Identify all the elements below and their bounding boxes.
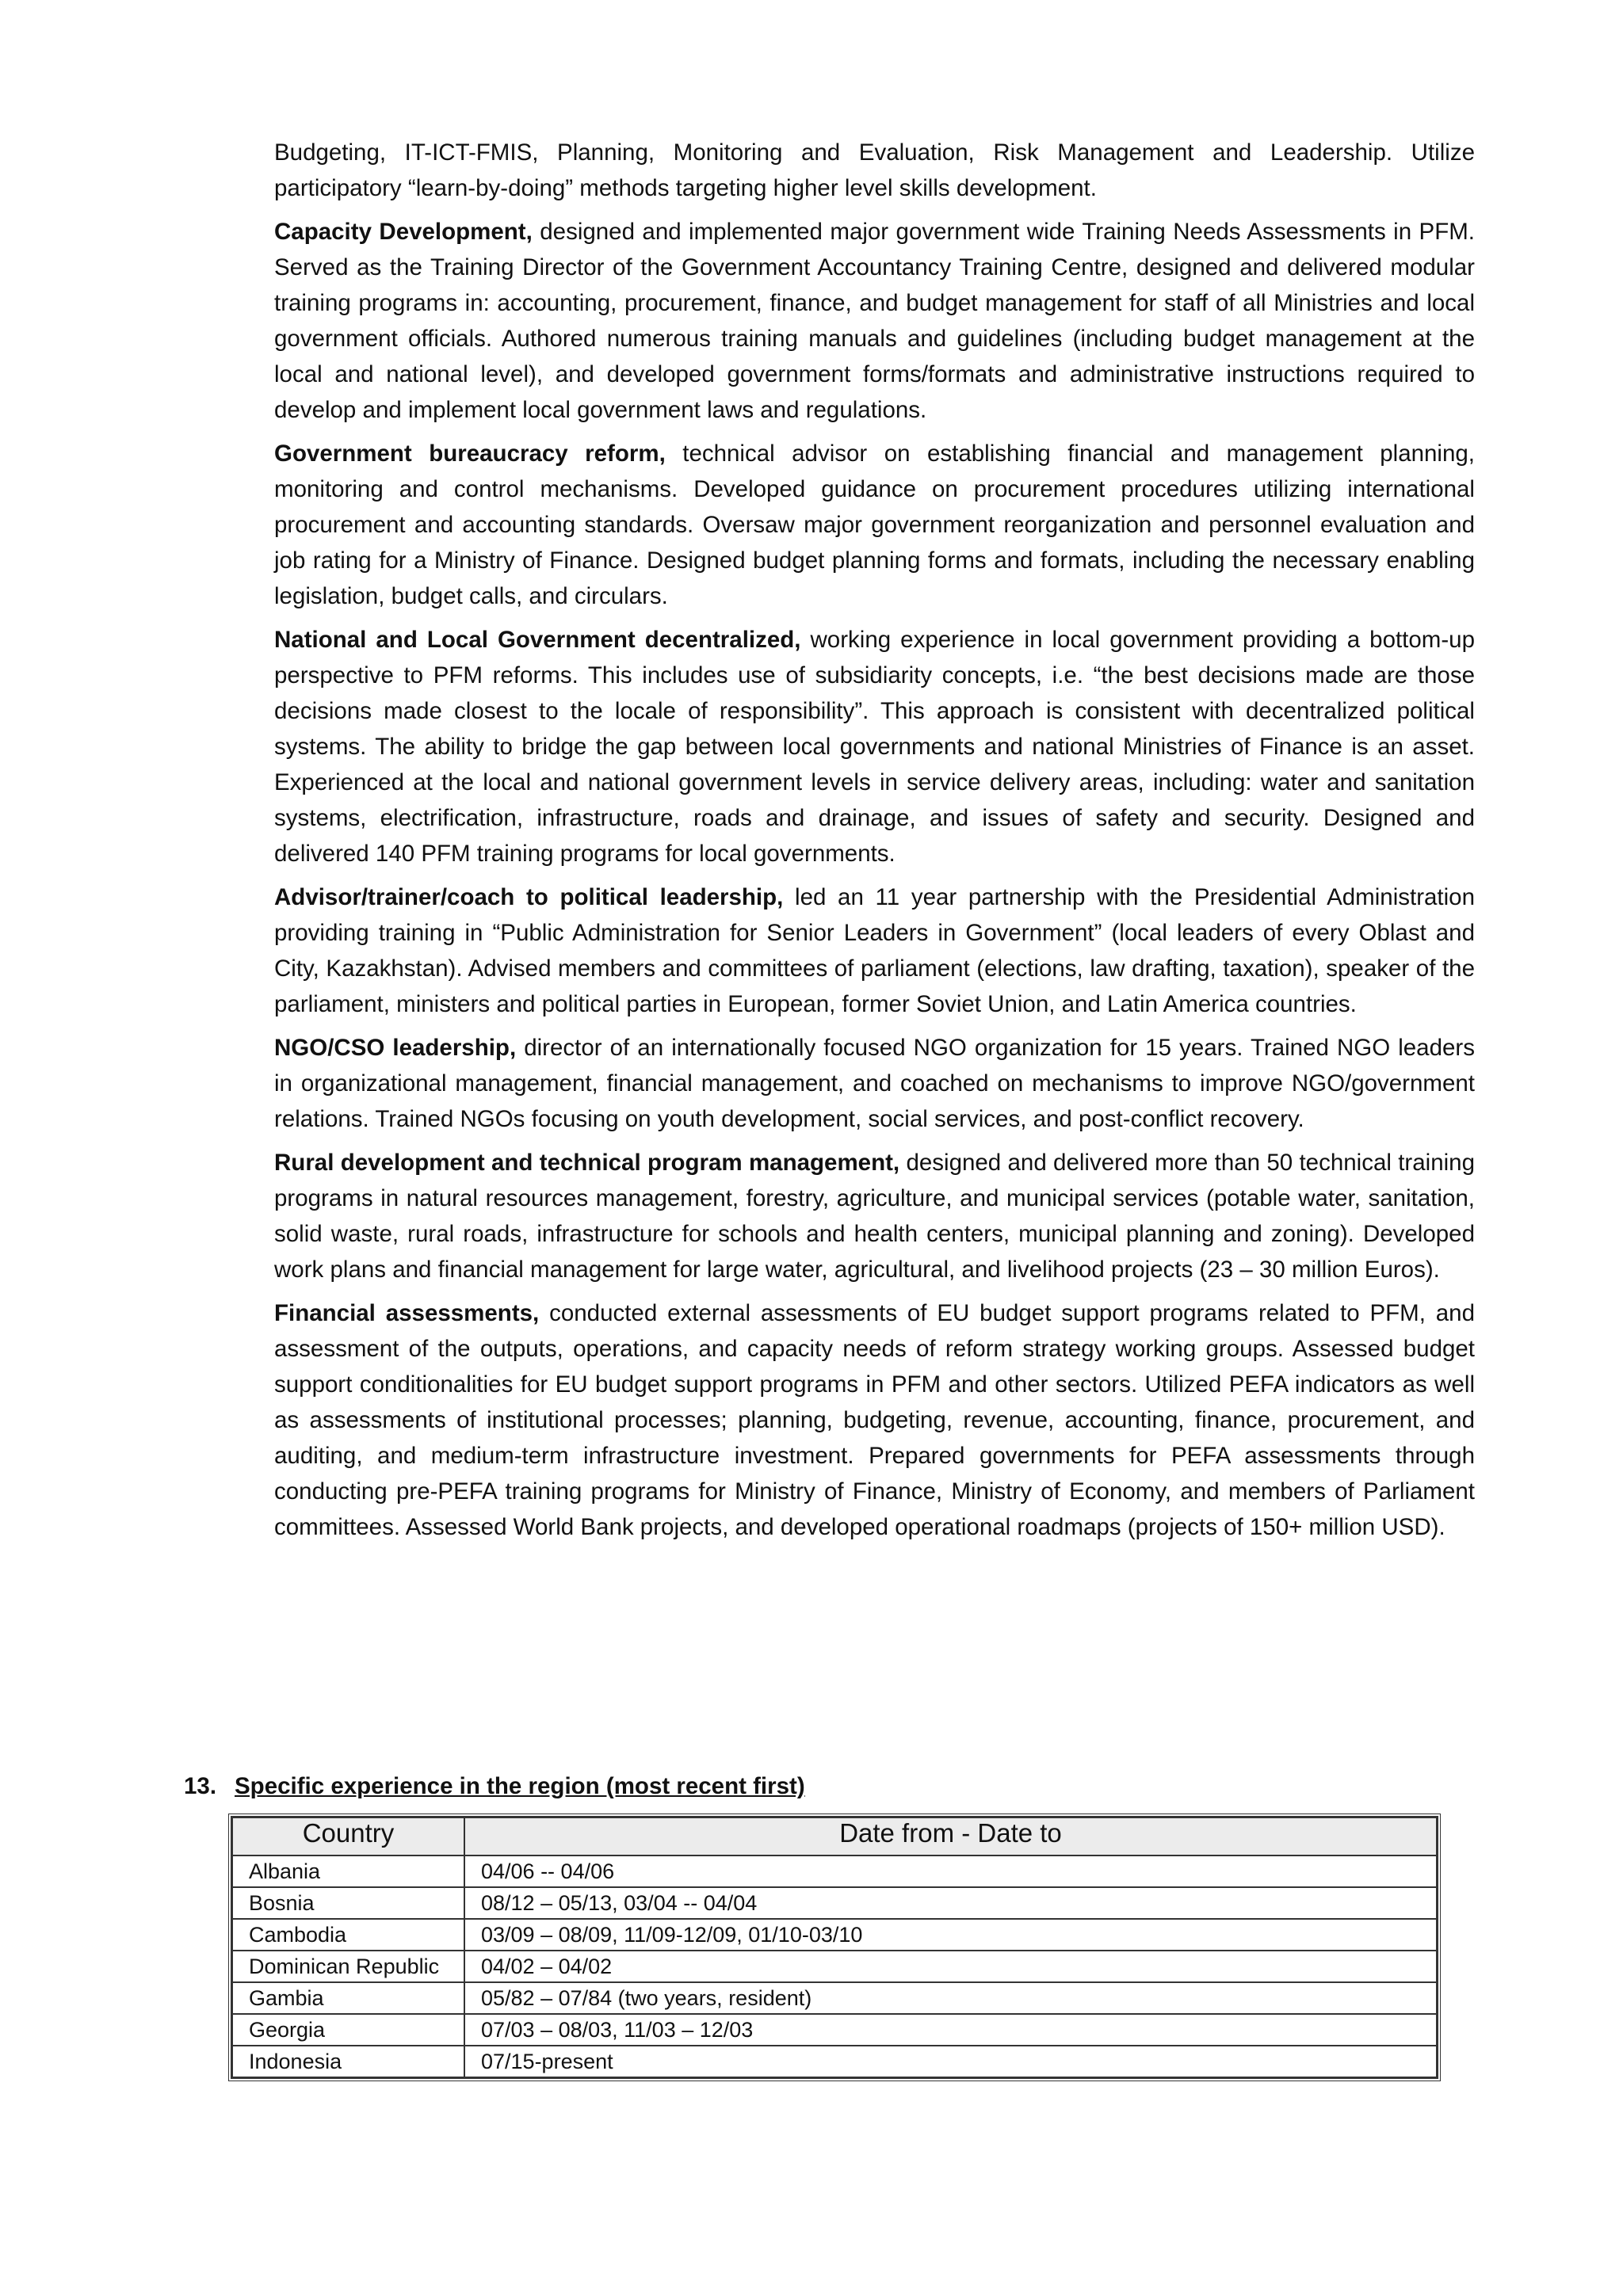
country-cell: Gambia xyxy=(232,1982,464,2014)
table-header-row xyxy=(232,1817,1437,1855)
dates-cell: 07/03 – 08/03, 11/03 – 12/03 xyxy=(464,2014,1437,2046)
paragraph-lead: Advisor/trainer/coach to political leadership, xyxy=(274,884,784,910)
column-header-country: Country xyxy=(232,1817,464,1855)
table-row xyxy=(232,2014,1437,2046)
country-cell: Albania xyxy=(232,1855,464,1887)
paragraph-decentralization: National and Local Government decentralized, working experience in local government providing a bottom-up perspective to PFM reforms. This includes use of subsidiarity concepts, i.e. “the best decisions made are those decisions made closest to the locale of responsibility”. This approach is consistent with decentralized political systems. The ability to bridge the gap between local governments and national Ministries of Finance is an asset. Experienced at the local and national government levels in service delivery areas, including: water and sanitation systems, electrification, infrastructure, roads and drainage, and issues of safety and security. Designed and delivered 140 PFM training programs for local governments. xyxy=(274,627,1475,867)
country-cell: Cambodia xyxy=(232,1919,464,1951)
country-cell: Dominican Republic xyxy=(232,1951,464,1982)
table-row xyxy=(232,1887,1437,1919)
dates-cell: 05/82 – 07/84 (two years, resident) xyxy=(464,1982,1437,2014)
table-row xyxy=(232,1982,1437,2014)
paragraph-lead: Government bureaucracy reform, xyxy=(274,441,666,467)
country-cell: Indonesia xyxy=(232,2046,464,2077)
paragraph-bureaucracy-reform: Government bureaucracy reform, technical advisor on establishing financial and management planning, monitoring and control mechanisms. Developed guidance on procurement procedures utilizing international procurement and accounting standards. Oversaw major government reorganization and personnel evaluation and job rating for a Ministry of Finance. Designed budget planning forms and formats, including the necessary enabling legislation, budget calls, and circulars. xyxy=(274,441,1475,609)
table-row xyxy=(232,2046,1437,2077)
column-header-dates: Date from - Date to xyxy=(464,1817,1437,1855)
table-row xyxy=(232,1919,1437,1951)
paragraph-lead: Capacity Development, xyxy=(274,219,533,245)
paragraph-lead: Rural development and technical program management, xyxy=(274,1150,900,1176)
country-cell: Bosnia xyxy=(232,1887,464,1919)
dates-cell: 04/02 – 04/02 xyxy=(464,1951,1437,1982)
paragraph-ngo-leadership: NGO/CSO leadership, director of an internationally focused NGO organization for 15 years. Trained NGO leaders in organizational management, financial management, and coached on mechanisms to improve NGO/government relations. Trained NGOs focusing on youth development, social services, and post-conflict recovery. xyxy=(274,1035,1475,1132)
section-heading xyxy=(184,1768,805,1804)
paragraph-capacity-development: Capacity Development, designed and implemented major government wide Training Needs Assessments in PFM. Served as the Training Director of the Government Accountancy Training Centre, designed and delivered modular training programs in: accounting, procurement, finance, and budget management for staff of all Ministries and local government officials. Authored numerous training manuals and guidelines (including budget management at the local and national level), and developed government forms/formats and administrative instructions required to develop and implement local government laws and regulations. xyxy=(274,219,1475,423)
paragraph-financial-assessments: Financial assessments, conducted external assessments of EU budget support programs related to PFM, and assessment of the outputs, operations, and capacity needs of reform strategy working groups. Assessed budget support conditionalities for EU budget support programs in PFM and other sectors. Utilized PEFA indicators as well as assessments of institutional processes; planning, budgeting, revenue, accounting, finance, procurement, and auditing, and medium-term infrastructure investment. Prepared governments for PEFA assessments through conducting pre-PEFA training programs for Ministry of Finance, Ministry of Economy, and members of Parliament committees. Assessed World Bank projects, and developed operational roadmaps (projects of 150+ million USD). xyxy=(274,1300,1475,1540)
section-title: Specific experience in the region (most recent first) xyxy=(235,1773,805,1799)
dates-cell: 04/06 -- 04/06 xyxy=(464,1855,1437,1887)
paragraph-lead: National and Local Government decentralized, xyxy=(274,627,801,653)
paragraph-political-leadership: Advisor/trainer/coach to political leadership, led an 11 year partnership with the Presidential Administration providing training in “Public Administration for Senior Leaders in Government” (local leaders of every Oblast and City, Kazakhstan). Advised members and committees of parliament (elections, law drafting, taxation), speaker of the parliament, ministers and political parties in European, former Soviet Union, and Latin America countries. xyxy=(274,884,1475,1017)
dates-cell: 07/15-present xyxy=(464,2046,1437,2077)
paragraph-rural-development: Rural development and technical program management, designed and delivered more than 50 technical training programs in natural resources management, forestry, agriculture, and municipal services (potable water, sanitation, solid waste, rural roads, infrastructure for schools and health centers, municipal planning and zoning). Developed work plans and financial management for large water, agricultural, and livelihood projects (23 – 30 million Euros). xyxy=(274,1150,1475,1283)
experience-text xyxy=(274,135,1475,1553)
table-row xyxy=(232,1855,1437,1887)
country-cell: Georgia xyxy=(232,2014,464,2046)
section-number: 13. xyxy=(184,1773,217,1799)
table-row xyxy=(232,1951,1437,1982)
regional-experience-table xyxy=(228,1814,1441,2081)
paragraph-lead: Financial assessments, xyxy=(274,1300,540,1326)
paragraph-lead: NGO/CSO leadership, xyxy=(274,1035,517,1061)
dates-cell: 03/09 – 08/09, 11/09-12/09, 01/10-03/10 xyxy=(464,1919,1437,1951)
dates-cell: 08/12 – 05/13, 03/04 -- 04/04 xyxy=(464,1887,1437,1919)
paragraph-skills-continued: Budgeting, IT-ICT-FMIS, Planning, Monitoring and Evaluation, Risk Management and Leadership. Utilize participatory “learn-by-doing” methods targeting higher level skills development. xyxy=(274,139,1475,201)
